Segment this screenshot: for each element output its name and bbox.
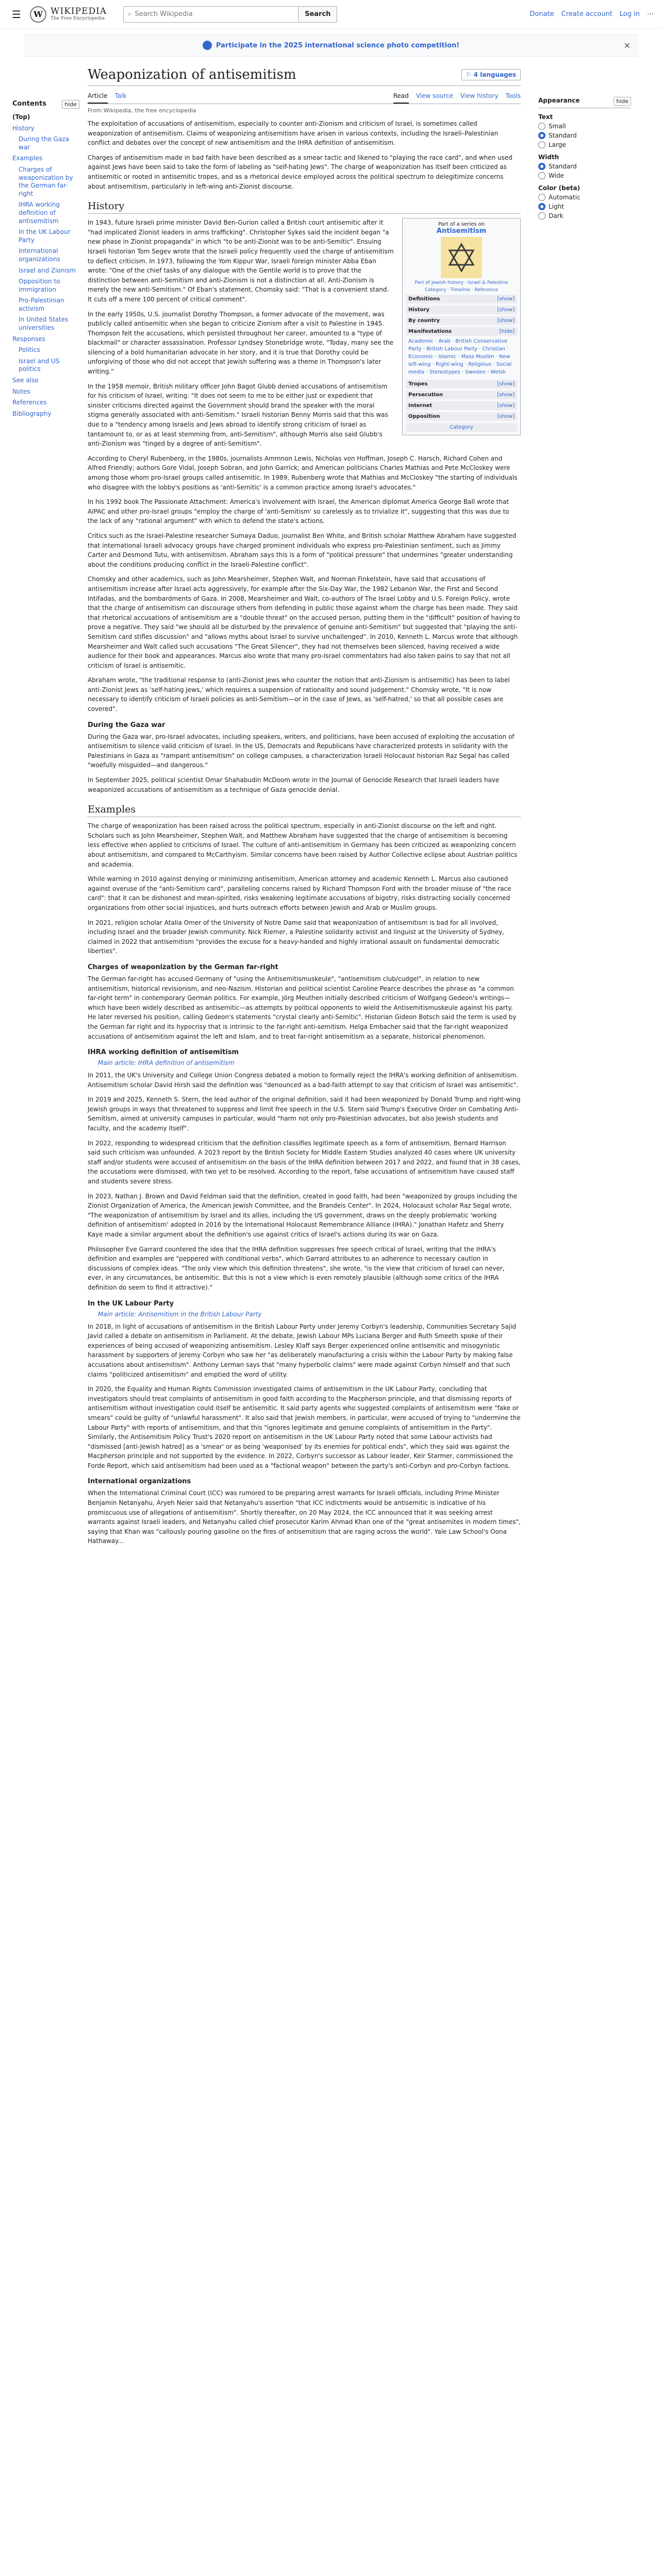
toc-header — [12, 100, 79, 109]
paragraph: In 2023, Nathan J. Brown and David Feldman said that the definition, created in good faith, had been "weaponized by groups including the Zionist Organization of America, the American Jewish Committee, and the Brandeis Center". In 2024, Holocaust scholar Raz Segal wrote, "The weaponization of antisemitism by Israel and its allies, including the US government, draws on the deeply problematic 'working definition of antisemitism' adopted in 2016 by the International Holocaust Remembrance Alliance (IHRA)." Jonathan Hafetz and Sherry Kaye made a similar argument about the definition's use against critics of Israel's actions during its war on Gaza. — [88, 1192, 518, 1238]
paragraph: In 1943, future Israeli prime minister David Ben-Gurion called a British court antisemitic after it "had implicated Zionist leaders in arms trafficking". Christopher Sykes said the incident began "a new phase in Zionist propaganda" in which "to be anti-Zionist was to be anti-Semitic". Ensuing Israeli historian Tom Segev wrote that the Israeli policy frequently used the charge of antisemitism to deflect criticism. In 1973, following the Yom Kippur War, Israeli foreign minister Abba Eban wrote: "One of the chief tasks of any dialogue with the Gentile world is to prove that the distinction between anti-Semitism and anti-Zionism is not a distinction at all. Anti-Zionism is merely the new anti-Semitism." Of Eban's statement, Chomsky said: "That is a convenient stand. It cuts off a mere 100 percent of critical comment". — [88, 219, 394, 303]
color-option-label: Dark — [549, 212, 564, 219]
site-header — [0, 0, 662, 29]
paragraph: The exploitation of accusations of antisemitism, especially to counter anti-Zionism and criticism of Israel, is sometimes called weaponization of antisemitism. Claims of weaponizing antisemitism have arisen in various contexts, including the Israeli–Palestinian conflict and debates over the concept of new antisemitism and the IHRA definition of antisemitism. — [88, 120, 499, 147]
radio-button-icon[interactable] — [538, 163, 545, 170]
color-option-label: Automatic — [549, 194, 581, 201]
labour-hatnote[interactable]: Main article: Antisemitism in the British Labour Party — [98, 1310, 262, 1318]
search-placeholder: Search Wikipedia — [135, 10, 193, 18]
text-size-option[interactable] — [538, 132, 631, 139]
logo-tagline: The Free Encyclopedia — [51, 15, 105, 21]
infobox-row[interactable] — [406, 391, 517, 399]
paragraph: In 2018, in light of accusations of antisemitism in the British Labour Party under Jeremy Corbyn's leadership, Communities Secretary Sajid Javid called a debate on antisemitism in Parliament. At the debate, Jewish Labour MPs Luciana Berger and Ruth Smeeth spoke of their experiences of being accused of weaponizing antisemitism. Lesley Klaff says Berger experienced online antisemitic and misogynistic harassment by supporters of Jeremy Corbyn who saw her "as deliberately manufacturing a crisis within the Labour Party by making false accusations about antisemitism". Anthony Lerman says that "many hyperbolic claims" were made against Corbyn himself and that such claims "politicized antisemitism" and emptied the word of utility. — [88, 1323, 517, 1378]
star-of-david-icon — [441, 237, 482, 278]
section-heading-examples: Examples — [88, 804, 521, 817]
section-heading-german: Charges of weaponization by the German far-right — [88, 963, 278, 971]
tab-talk[interactable]: Talk — [114, 92, 127, 99]
radio-button-icon[interactable] — [538, 141, 545, 148]
infobox-row[interactable] — [406, 380, 517, 388]
toc-item[interactable]: History — [12, 124, 35, 132]
width-option-label: Standard — [549, 163, 577, 170]
close-icon[interactable]: ✕ — [623, 41, 631, 50]
appearance-panel — [538, 67, 631, 1551]
page-title: Weaponization of antisemitism — [88, 67, 296, 82]
text-size-label: Text — [538, 113, 553, 121]
infobox-row[interactable] — [406, 327, 517, 336]
tab-article[interactable]: Article — [88, 89, 108, 104]
toc-item[interactable]: Opposition to immigration — [19, 278, 60, 293]
radio-button-icon[interactable] — [538, 212, 545, 219]
infobox-row[interactable] — [406, 316, 517, 325]
infobox-row-toggle[interactable]: [show] — [497, 296, 515, 302]
width-option[interactable] — [538, 163, 631, 170]
paragraph: In his 1992 book The Passionate Attachment: America's involvement with Israel, the American diplomat America George Ball wrote that AIPAC and other pro-Israel groups "employ the charge of 'anti-Semitism' so carelessly as to trivialize it", suggesting that this was due to the lack of any "rational argument" with which to defend the state's actions. — [88, 498, 509, 525]
toc-item[interactable]: Notes — [12, 387, 30, 395]
toc-item[interactable]: Examples — [12, 155, 43, 162]
radio-button-icon[interactable] — [538, 194, 545, 201]
tab-view-history[interactable]: View history — [460, 92, 499, 99]
infobox-links[interactable]: Part of Jewish history · Israel & Palestine — [415, 280, 508, 286]
toc-item[interactable]: During the Gaza war — [19, 135, 69, 151]
paragraph: When the International Criminal Court (ICC) was rumored to be preparing arrest warrants for Israeli officials, including Prime Minister Benjamin Netanyahu, Aryeh Neier said that Netanyahu's assertion "that ICC indictments would be antisemitic is indicative of his promiscuous use of allegations of antisemitism". Shortly thereafter, on 20 May 2024, the ICC announced that it was seeking arrest warrants against Israeli leaders, and Netanyahu called chief prosecutor Karim Ahmad Khan one of the "great antisemites in modern times", saying that Khan was "callously pouring gasoline on the fires of antisemitism that are raging across the world". Yale Law School's Oona Hathaway... — [88, 1489, 521, 1545]
toc-item[interactable]: Charges of weaponization by the German far-right — [19, 165, 73, 197]
paragraph: While warning in 2010 against denying or minimizing antisemitism, American attorney and academic Kenneth L. Marcus also cautioned against overuse of the "anti-Semitism card", paralleling concerns raised by Richard Thompson Ford with the broader misuse of "the race card": that it can be dishonest and mean-spirited, risks weakening legitimate accusations of bigotry, risks distracting socially concerned organizations from other social injustices, and hurts outreach efforts between Jewish and Arab or Muslim groups. — [88, 875, 511, 911]
tab-read[interactable]: Read — [393, 89, 409, 104]
search-button[interactable]: Search — [298, 6, 337, 23]
series-infobox — [402, 218, 521, 435]
toc-item[interactable]: Responses — [12, 335, 45, 343]
paragraph: Charges of antisemitism made in bad faith have been described as a smear tactic and likened to "playing the race card", and when used against Jews have been said to take the form of labeling as "self-hating Jews". The charge of weaponization has itself been criticized as antisemitic or rooted in antisemitic tropes, and as a rhetorical device employed across the political spectrum to delegitimize concerns about antisemitism, particularly in left-wing anti-Zionist discourse. — [88, 154, 512, 190]
tab-tools[interactable]: Tools — [505, 92, 521, 99]
paragraph: In 2019 and 2025, Kenneth S. Stern, the lead author of the original definition, said it had been weaponized by Donald Trump and right-wing Jewish groups in ways that threatened to suppress and limit free speech in the U.S. Stern said Trump's Executive Order on Combating Anti-Semitism, aimed at university campuses in particular, would "harm not only pro-Palestinian advocates, but also Jewish students and faculty, and the academy itself". — [88, 1096, 521, 1132]
toc-item[interactable]: In the UK Labour Party — [19, 228, 71, 244]
section-heading-gaza: During the Gaza war — [88, 721, 166, 729]
paragraph: Philosopher Eve Garrard countered the idea that the IHRA definition suppresses free speech critical of Israel, writing that the IHRA's definition and examples are "peppered with conditional verbs", which Garrard attributes to an adherence to necessary caution in discussions of complex ideas. "The only view which this definition threatens", she wrote, "is the view that criticism of Israel can never, ever, in any circumstances, be antisemitic. But this is not a view which is even remotely plausible (although some critics of the IHRA definition do seem to find it attractive)." — [88, 1245, 505, 1291]
toc-hide-button[interactable]: hide — [62, 100, 79, 109]
paragraph: In 2022, responding to widespread criticism that the definition classifies legitimate speech as a form of antisemitism, Bernard Harrison said such criticism was unfounded. A 2023 report by the British Society for Middle Eastern Studies analyzed 40 cases where UK university staff and/or students were accused of antisemitism on the basis of the IHRA definition between 2017 and 2022, and found that in 38 cases, the accusations were dismissed, with two yet to be resolved. According to the report, false accusations of antisemitism have caused staff and students severe stress. — [88, 1139, 521, 1185]
languages-button[interactable]: ⚐ 4 languages — [461, 69, 521, 80]
section-heading-ihra: IHRA working definition of antisemitism — [88, 1048, 239, 1057]
create-account-link[interactable]: Create account — [561, 10, 613, 18]
camera-icon — [203, 41, 212, 50]
color-option[interactable] — [538, 212, 631, 219]
article-source-note: From Wikipedia, the free encyclopedia — [88, 107, 196, 114]
infobox-row-toggle[interactable]: [show] — [497, 392, 515, 398]
article-content — [88, 67, 521, 1551]
infobox-row-label: Tropes — [408, 381, 428, 387]
banner-text[interactable]: Participate in the 2025 international science photo competition! — [216, 41, 460, 49]
toc-item[interactable]: See also — [12, 377, 39, 384]
infobox-row[interactable] — [406, 306, 517, 314]
toc-item[interactable]: References — [12, 399, 47, 406]
toc-item[interactable]: International organizations — [19, 247, 60, 263]
paragraph: In the 1958 memoir, British military officer John Bagot Glubb denied accusations of antisemitism for his criticism of Israel, writing: "It does not seem to me to be either just or expedient that sinister criticisms directed against the Government should brand the speaker with the moral stigma generally associated with anti-Semitism." Israeli historian Benny Morris said that this was due to a "tendency among Israelis and Jews abroad to identify strong criticism of Israel as tantamount to, or as at least stemming from, anti-Semitism", although Morris also said Glubb's anti-Zionism was "tinged by a degree of anti-Semitism". — [88, 382, 388, 448]
infobox-row-toggle[interactable]: [show] — [497, 318, 515, 324]
infobox-row-toggle[interactable]: [show] — [497, 414, 515, 420]
paragraph: The German far-right has accused Germany of "using the Antisemitismuskeule", "antisemitism club/cudgel", in relation to new antisemitism, historical revisionism, and neo-Nazism. Historian and political scientist Caroline Pearce describes the phrase as "a common far-right term" in contemporary German politics. For example, Jörg Meuthen initially described criticism of Wolfgang Gedeon's writings—which have been widely described as antisemitic—as attempts by political opponents to wield the Antisemitismuskeule against his party. He later reversed his position, calling Gedeon's statements "crystal clearly anti-Semitic". Historian Gideon Botsch said the term is used by the German far right and its hypocrisy that is intrinsic to the far-right anti-semitism. Helga Embacher said that the far-right weaponized accusations of antisemitism against the left and Islam, and to treat far-right antisemitism as a separate, historical phenomenon. — [88, 975, 517, 1040]
logo-wordmark: WIKIPEDIA — [51, 6, 107, 16]
paragraph: Chomsky and other academics, such as John Mearsheimer, Stephen Walt, and Norman Finkelstein, have said that accusations of antisemitism increase after Israel acts aggressively, for example after the Six-Day War, the 1982 Lebanon War, the First and Second Intifadas, and the bombardments of Gaza. In 2008, Mearsheimer and Walt, co-authors of The Israel Lobby and U.S. Foreign Policy, wrote that the charge of antisemitism can discourage others from defending in public those against whom the charge has been made. They said that rhetorical accusations of antisemitism are a "double threat" on the accused person, putting them in the "difficult" position of having to prove a negative. They said "we should all be disturbed by the prevalence of genuine anti-Semitism" but suggested that "playing the anti-Semitism card stifles discussion" and "allows myths about Israel to survive unchallenged". In 2010, Kenneth L. Marcus wrote that although Mearsheimer and Walt called such accusations "The Great Silencer", they had not themselves been silenced, having received a wide audience for their book and appearances. Marcus also wrote that many pro-Israel commentators had also taken pains to say that not all criticism of Israel is antisemitic. — [88, 575, 520, 669]
toc-item[interactable]: (Top) — [12, 113, 30, 121]
infobox-manifestations-list[interactable]: Academic · Arab · British Conservative Party · British Labour Party · Christian · Economic · Islamic · Mass Muslim · New left-wing · Right-wing · Religious · Social media · Stereotypes · Sweden · Welsh — [408, 338, 512, 376]
paragraph: In 2021, religion scholar Atalia Omer of the University of Notre Dame said that weaponization of antisemitism is bad for all involved, including Israel and the broader Jewish community. Nick Riemer, a Palestine solidarity activist and linguist at the University of Sydney, claimed in 2022 that antisemitism "provides the excuse for a heavy-handed and highly irrational assault on fundamental democratic liberties". — [88, 919, 505, 955]
page-tabs — [88, 89, 521, 104]
toc-item[interactable]: Israel and US politics — [19, 357, 60, 373]
paragraph: In September 2025, political scientist Omar Shahabudin McDoom wrote in the Journal of Genocide Research that Israeli leaders have weaponized accusations of antisemitism as a technique of Gaza genocide denial. — [88, 776, 500, 793]
radio-button-icon[interactable] — [538, 172, 545, 179]
infobox-row-toggle[interactable]: [show] — [497, 381, 515, 387]
appearance-hide-button[interactable]: hide — [614, 97, 631, 106]
infobox-category[interactable] — [406, 423, 517, 432]
globe-icon: W — [30, 6, 46, 23]
search-input[interactable] — [123, 6, 299, 23]
appearance-title: Appearance — [538, 97, 580, 104]
paragraph: Abraham wrote, "the traditional response to (anti-Zionist Jews who counter the notion that anti-Zionism is antisemitic) has been to label anti-Zionist Jews as 'self-hating Jews,' which requires a suspension of rationality and sound judgement." Chomsky wrote, "It is now necessary to identify criticism of Israeli policies as anti-Semitism—or in the case of Jews, as 'self-hatred,' so that all possible cases are covered". — [88, 676, 510, 713]
donate-link[interactable]: Donate — [529, 10, 554, 18]
infobox-title[interactable]: Antisemitism — [436, 227, 487, 235]
appearance-header — [538, 97, 631, 108]
more-options-icon[interactable]: ⋯ — [647, 10, 654, 18]
text-size-option-label: Small — [549, 123, 566, 130]
infobox-row[interactable] — [406, 295, 517, 303]
infobox-row-toggle[interactable]: [hide] — [499, 329, 515, 335]
text-size-option-label: Standard — [549, 132, 577, 139]
radio-button-icon[interactable] — [538, 132, 545, 139]
section-heading-international: International organizations — [88, 1478, 191, 1486]
paragraph: According to Cheryl Rubenberg, in the 1980s, journalists Ammnon Lewis, Nicholas von Hoffman, Joseph C. Harsch, Richard Cohen and Alfred Friendly; authors Gore Vidal, Joseph Sobran, and John Garrick; and American politicians Charles Mathias and Pete McCloskey were among those whom pro-Israel groups called antisemitic. In 1989, Rubenberg wrote that Mathias and McCloskey "the starting of individuals who disagree with the lobby's positions as 'anti-Semitic' is a common practice among Israel's advocates." — [88, 454, 518, 491]
infobox-row-toggle[interactable]: [show] — [497, 403, 515, 409]
toc-item[interactable]: Bibliography — [12, 410, 52, 417]
infobox-part-of: Part of a series on — [438, 222, 485, 228]
infobox-row[interactable] — [406, 401, 517, 410]
radio-button-icon[interactable] — [538, 123, 545, 130]
color-option-label: Light — [549, 203, 564, 210]
infobox-row-label: Internet — [408, 403, 433, 409]
star-svg — [446, 242, 477, 273]
infobox-row-label: Definitions — [408, 296, 440, 302]
radio-button-icon[interactable] — [538, 203, 545, 210]
toc-item[interactable]: Pro-Palestinian activism — [19, 297, 64, 312]
wikipedia-logo[interactable] — [30, 6, 107, 23]
text-size-option[interactable] — [538, 123, 631, 130]
paragraph: In 2020, the Equality and Human Rights Commission investigated claims of antisemitism in the UK Labour Party, concluding that investigators should treat complaints of antisemitism in good faith according to the Macpherson principle, and that dismissing reports of antisemitism without investigation could itself be antisemitic. It said party agents who suggested complaints of antisemitism were "fake or smears" could be guilty of "unlawful harassment". It also said that Jewish members, in particular, were accused of trying to "undermine the Labour Party" with reports of antisemitism, and that this "ignores legitimate and genuine complaints of antisemitism in the Party". Similarly, the Antisemitism Policy Trust's 2020 report on antisemitism in the UK Labour Party noted that some Labour activists had "dismissed [anti-Jewish hatred] as a 'smear' or as being 'weaponised' by its enemies for political ends", which they said was against the Macpherson principle and not supported by the evidence. In 2022, Corbyn's successor as Labour leader, Keir Starmer, commissioned the Forde Report, which said antisemitism had been used as a "factional weapon" between the party's anti-Corbyn and pro-Corbyn factions. — [88, 1385, 521, 1469]
log-in-link[interactable]: Log in — [619, 10, 640, 18]
toc-title: Contents — [12, 100, 46, 108]
section-heading-history: History — [88, 200, 521, 214]
site-notice-banner — [25, 34, 637, 57]
width-label: Width — [538, 154, 559, 161]
color-option[interactable] — [538, 194, 631, 201]
paragraph: The charge of weaponization has been raised across the political spectrum, especially in anti-Zionist discourse on the left and right. Scholars such as John Mearsheimer, Stephen Walt, and Matthew Abraham have suggested that the charge of antisemitism is becoming less effective when applied to criticisms of Israel. The culture of anti-antisemitism in Germany has been criticized as weaponizing concern about antisemitism, and compared to McCarthyism. Similar concerns have been raised by Author Collective eclipse about Austrian politics and academia. — [88, 822, 517, 868]
search-icon: ⌕ — [128, 10, 132, 18]
color-label: Color (beta) — [538, 184, 581, 192]
color-option[interactable] — [538, 203, 631, 210]
infobox-row-label: History — [408, 307, 429, 313]
toc-item[interactable]: Politics — [19, 346, 40, 354]
infobox-row-toggle[interactable]: [show] — [497, 307, 515, 313]
text-size-option[interactable] — [538, 141, 631, 148]
paragraph: In 2011, the UK's University and College Union Congress debated a motion to formally reject the IHRA's working definition of antisemitism. Antisemitism scholar David Hirsh said the definition was "denounced as a bad-faith attempt to say that criticism of Israel was antisemitic". — [88, 1072, 518, 1089]
paragraph: During the Gaza war, pro-Israel advocates, including speakers, writers, and politicians, have been accused of exploiting the accusation of antisemitism to silence valid criticism of Israel. In the US, Democrats and Republicans have characterized protests in solidarity with the Palestinians in Gaza as "rampant antisemitism" on college campuses, a characterization Israeli Holocaust historian Raz Segal has called "woefully misguided—and dangerous." — [88, 733, 515, 769]
toc-item[interactable]: Israel and Zionism — [19, 266, 76, 274]
toc-item[interactable]: IHRA working definition of antisemitism — [19, 201, 60, 225]
page-title-bar — [88, 67, 521, 86]
text-size-option-label: Large — [549, 141, 566, 148]
paragraph: In the early 1950s, U.S. journalist Dorothy Thompson, a former advocate of the movement, was publicly called antisemitic when she began to criticize Zionism after a visit to Palestine in 1945. Thompson felt the accusations, which persisted throughout her career, amounted to a "type of blackmail" or character assassination. Professor Lyndsey Stonebridge wrote, "Today, many see the silencing of a bold humanitarian advocate in her story, and it is true that Dorothy could be unforgiving of those who did not accept that Jewish suffering was a theme in Thompson's later writing." — [88, 310, 394, 376]
tab-view-source[interactable]: View source — [416, 92, 453, 99]
infobox-row[interactable] — [406, 412, 517, 421]
infobox-row-label: Persecution — [408, 392, 443, 398]
table-of-contents — [12, 67, 79, 1551]
width-option[interactable] — [538, 172, 631, 179]
paragraph: Critics such as the Israel-Palestine researcher Sumaya Daduo, journalist Ben White, and British scholar Matthew Abraham have suggested that international Israeli advocacy groups have charged prominent individuals who express pro-Palestinian sentiment, such as Jimmy Carter and Desmond Tutu, with antisemitism. Abraham says this is a form of "political pressure" that undermines "greater understanding about the conditions producing conflict in the Israeli-Palestine conflict". — [88, 532, 517, 568]
ihra-hatnote[interactable]: Main article: IHRA definition of antisemitism — [98, 1059, 235, 1067]
infobox-row-label: Opposition — [408, 414, 440, 420]
infobox-nav[interactable]: Category · Timeline · Reference — [425, 287, 498, 293]
width-option-label: Wide — [549, 172, 564, 179]
toc-item[interactable]: In United States universities — [19, 316, 69, 332]
languages-label: 4 languages — [473, 71, 516, 78]
infobox-row-label: By country — [408, 318, 440, 324]
infobox-row-label: Manifestations — [408, 329, 452, 335]
section-heading-labour: In the UK Labour Party — [88, 1299, 174, 1308]
infobox-category-link[interactable]: Category — [450, 425, 473, 431]
main-menu-icon[interactable]: ☰ — [12, 8, 21, 21]
